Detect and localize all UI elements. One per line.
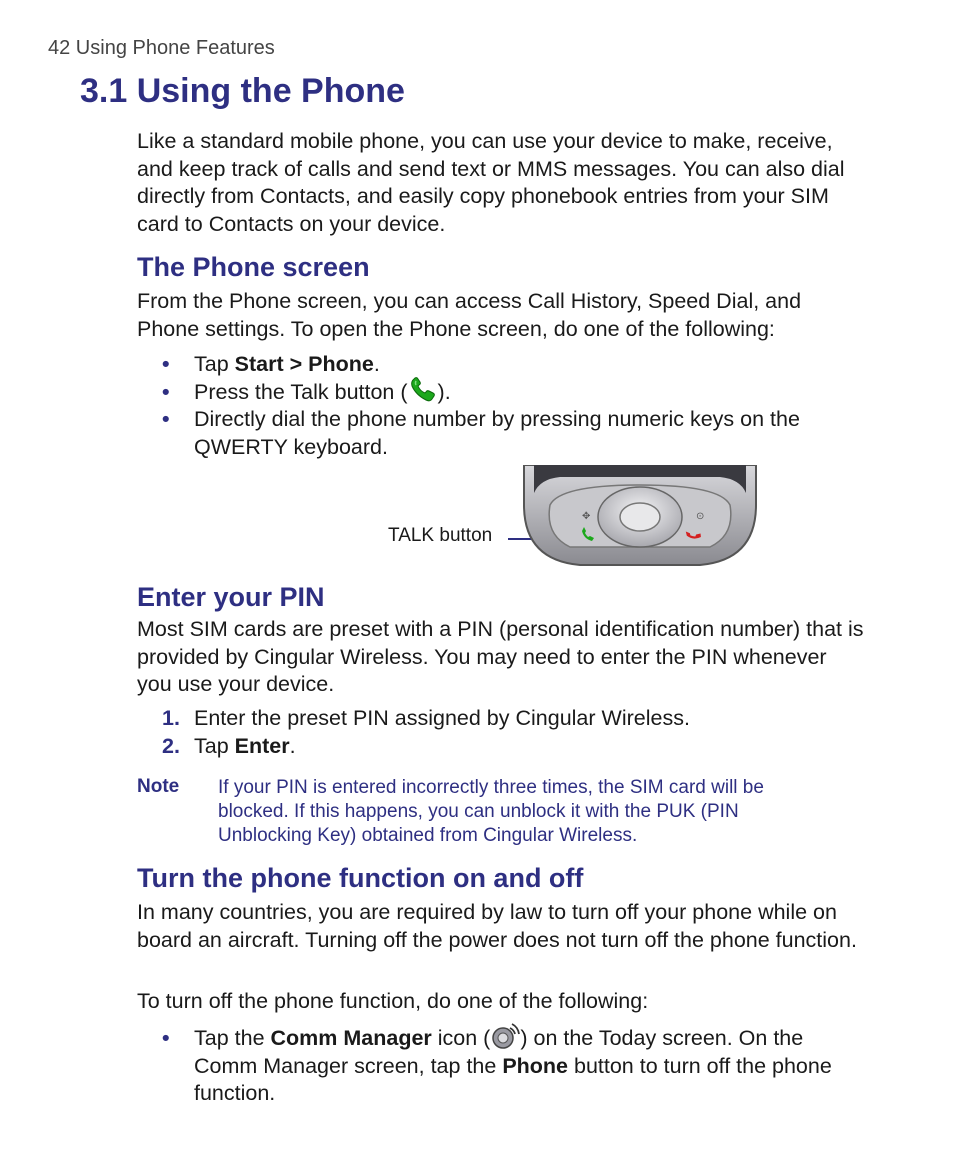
list-item-text: icon ( <box>431 1026 491 1050</box>
list-item <box>137 705 867 733</box>
phone-screen-paragraph: From the Phone screen, you can access Call History, Speed Dial, and Phone settings. To open the Phone screen, do one of the following: <box>137 289 802 341</box>
list-item <box>137 406 867 461</box>
list-item-text: Directly dial the phone number by pressing numeric keys on the QWERTY keyboard. <box>194 407 800 459</box>
comm-manager-icon <box>490 1022 520 1050</box>
step-number: 1. <box>162 706 180 730</box>
list-item-text: Tap the <box>194 1026 271 1050</box>
list-item-text: . <box>289 733 296 758</box>
list-item-text: . <box>373 352 380 376</box>
list-item-text: Press the Talk button ( <box>194 379 408 404</box>
heading-turn-phone-on-off: Turn the phone function on and off <box>137 863 584 893</box>
talk-button-caption: TALK button <box>388 525 493 546</box>
list-item-text: button to turn off the phone function. <box>194 1053 832 1105</box>
list-item-bold: Phone <box>502 1053 569 1078</box>
bullet: • <box>162 379 170 404</box>
page-title: 3.1 Using the Phone <box>80 72 405 110</box>
note-label: Note <box>137 776 180 797</box>
svg-text:⊙: ⊙ <box>696 511 705 522</box>
running-head: 42 Using Phone Features <box>48 37 275 59</box>
list-item-text: Tap <box>194 733 235 758</box>
step-number: 2. <box>162 733 180 758</box>
note-text: If your PIN is entered incorrectly three times, the SIM card will be blocked. If this happens, you can unblock it with the PUK (PIN Unblocking Key) obtained from Cingular Wireless. <box>218 777 764 846</box>
list-item <box>137 351 867 379</box>
device-keypad-image <box>520 465 760 569</box>
list-item-text: Enter the preset PIN assigned by Cingular Wireless. <box>194 706 690 730</box>
list-item-bold: Start > Phone <box>234 352 374 376</box>
list-item-bold: Comm Manager <box>270 1026 432 1050</box>
bullet: • <box>162 352 170 376</box>
intro-paragraph: Like a standard mobile phone, you can use your device to make, receive, and keep track of calls and send text or MMS messages. You can also dial directly from Contacts, and easily copy phonebook entries from your SIM card to Contacts on your device. <box>137 129 845 236</box>
onoff-paragraph: In many countries, you are required by law to turn off your phone while on board an aircraft. Turning off the power does not turn off the phone function. <box>137 900 857 952</box>
talk-phone-icon <box>408 376 438 404</box>
pin-paragraph: Most SIM cards are preset with a PIN (personal identification number) that is provided by Cingular Wireless. You may need to enter the PIN whenever you use your device. <box>137 617 864 696</box>
pin-steps <box>137 705 867 760</box>
phone-screen-list <box>137 351 867 461</box>
onoff-list <box>137 1025 867 1108</box>
list-item-text: ). <box>437 379 451 404</box>
onoff-paragraph-2: To turn off the phone function, do one of the following: <box>137 989 649 1013</box>
list-item-bold: Enter <box>234 733 290 758</box>
list-item <box>137 1025 867 1108</box>
svg-text:✥: ✥ <box>582 511 591 522</box>
list-item-text: Tap <box>194 352 235 376</box>
list-item-text: ) on the Today screen. On the Comm Manager screen, tap the <box>194 1026 804 1078</box>
bullet: • <box>162 407 170 431</box>
bullet: • <box>162 1026 170 1050</box>
heading-phone-screen: The Phone screen <box>137 252 370 282</box>
heading-enter-pin: Enter your PIN <box>137 582 325 612</box>
list-item <box>137 379 867 407</box>
list-item <box>137 733 867 761</box>
